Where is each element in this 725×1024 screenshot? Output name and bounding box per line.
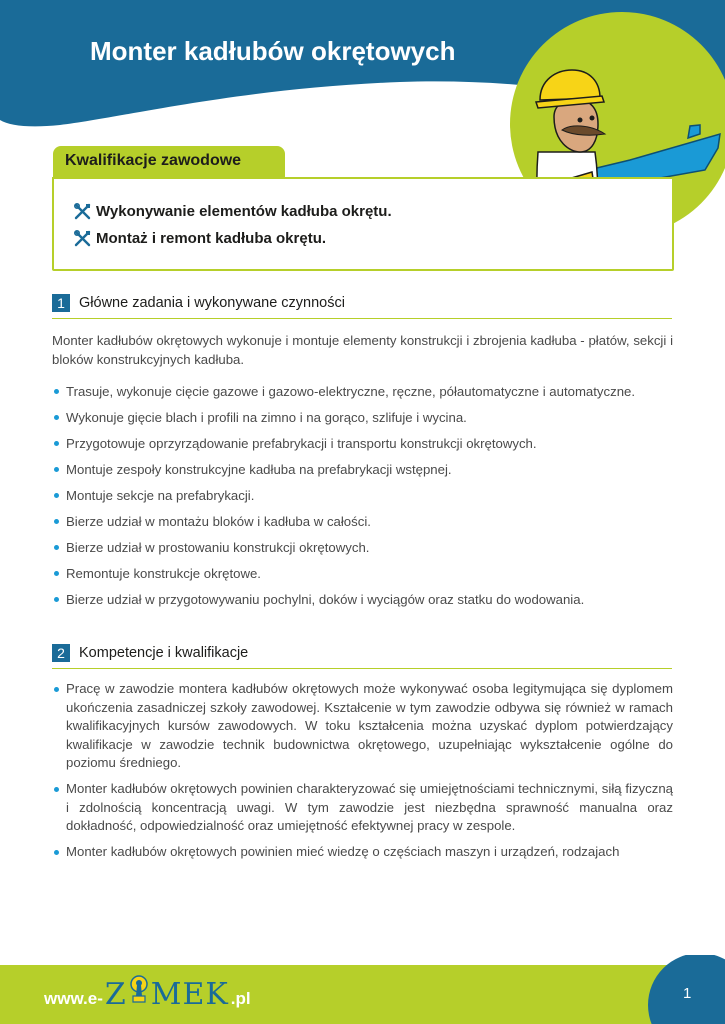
- site-link[interactable]: [44, 974, 251, 1014]
- qualifications-box: [52, 177, 674, 271]
- list-item-text: Monter kadłubów okrętowych powinien mieć wiedzę o częściach maszyn i urządzeń, rodzajach: [66, 843, 620, 859]
- list-item-text: Montuje zespoły konstrukcyjne kadłuba na prefabrykacji wstępnej.: [66, 462, 452, 477]
- bullet-icon: [54, 441, 59, 446]
- list-item-text: Monter kadłubów okrętowych powinien charakteryzować się umiejętnościami technicznymi, siłą fizyczną i zdolnością koncentracją uwagi. W tym zawodzie jest niezbędna sprawność manualna oraz dokładność, odpowiedzialność oraz umiejętność efektywnej pracy w zespole.: [66, 780, 673, 834]
- qualification-text: Wykonywanie elementów kadłuba okrętu.: [96, 203, 392, 220]
- brand-logo: [105, 974, 229, 1012]
- list-item: [52, 486, 673, 512]
- brand-letter: Z: [104, 977, 127, 1012]
- bullet-icon: [54, 571, 59, 576]
- section-divider: [52, 668, 672, 669]
- list-item-text: Pracę w zawodzie montera kadłubów okrętowych może wykonywać osoba legitymująca się dyplomem ukończenia zasadniczej szkoły zawodowej. Kształcenie w tym zawodzie odbywa się również w ramach kwalifikacyjnych kursów zawodowych. W toku kształcenia można uzyskać dyplom potwierdzający kwalifikacje w zawodzie technik budownictwa okrętowego, uzupełniając wykształcenie ogólne do poziomu średniego.: [66, 681, 673, 771]
- section-title: Główne zadania i wykonywane czynności: [79, 295, 345, 311]
- list-item: [52, 680, 673, 773]
- list-item-text: Montuje sekcje na prefabrykacji.: [66, 488, 255, 503]
- list-item: [52, 564, 673, 590]
- page-title: Monter kadłubów okrętowych: [90, 36, 456, 66]
- brand-letters: MEK: [150, 977, 229, 1012]
- list-item-text: Bierze udział w prostowaniu konstrukcji okrętowych.: [66, 540, 370, 555]
- section-divider: [52, 318, 672, 319]
- list-item: [52, 843, 673, 862]
- list-item: [52, 512, 673, 538]
- list-item: [52, 590, 673, 616]
- bullet-icon: [54, 467, 59, 472]
- tools-icon: [74, 230, 91, 247]
- bullet-icon: [54, 493, 59, 498]
- section-title: Kompetencje i kwalifikacje: [79, 645, 249, 661]
- list-item-text: Przygotowuje oprzyrządowanie prefabrykacji i transportu konstrukcji okrętowych.: [66, 436, 537, 451]
- list-item-text: Bierze udział w montażu bloków i kadłuba w całości.: [66, 514, 371, 529]
- qualifications-tab: [53, 146, 285, 178]
- list-item: [52, 538, 673, 564]
- section-number: 1: [52, 294, 70, 312]
- tools-icon: [74, 203, 91, 220]
- bullet-icon: [54, 519, 59, 524]
- section-2-list: [52, 680, 673, 868]
- bullet-icon: [54, 389, 59, 394]
- bullet-icon: [54, 597, 59, 602]
- list-item-text: Wykonuje gięcie blach i profili na zimno i na gorąco, szlifuje i wycina.: [66, 410, 467, 425]
- url-prefix: www.e-: [44, 989, 103, 1008]
- section-2-heading: [52, 644, 248, 662]
- bullet-icon: [54, 545, 59, 550]
- section-1-intro: Monter kadłubów okrętowych wykonuje i montuje elementy konstrukcji i zbrojenia kadłuba - płatów, sekcji i bloków konstrukcyjnych kadłuba.: [52, 333, 673, 367]
- section-1-list: [52, 382, 673, 616]
- bullet-icon: [54, 415, 59, 420]
- list-item: [52, 434, 673, 460]
- list-item: [52, 460, 673, 486]
- list-item: [52, 408, 673, 434]
- qualifications-heading: Kwalifikacje zawodowe: [65, 152, 242, 169]
- list-item-text: Remontuje konstrukcje okrętowe.: [66, 566, 261, 581]
- section-number: 2: [52, 644, 70, 662]
- qualification-item: [74, 203, 392, 220]
- bullet-icon: [54, 687, 59, 692]
- list-item: [52, 780, 673, 836]
- url-suffix: .pl: [230, 989, 251, 1008]
- list-item-text: Trasuje, wykonuje cięcie gazowe i gazowo-elektryczne, ręczne, półautomatyczne i automatyczne.: [66, 384, 636, 399]
- bullet-icon: [54, 787, 59, 792]
- bullet-icon: [54, 850, 59, 855]
- section-1-heading: [52, 294, 345, 312]
- qualification-text: Montaż i remont kadłuba okrętu.: [96, 230, 327, 247]
- qualification-item: [74, 230, 326, 247]
- list-item: [52, 382, 673, 408]
- page-number: 1: [683, 985, 692, 1002]
- keyhole-icon: [128, 974, 150, 1004]
- list-item-text: Bierze udział w przygotowywaniu pochylni, doków i wyciągów oraz statku do wodowania.: [66, 592, 585, 607]
